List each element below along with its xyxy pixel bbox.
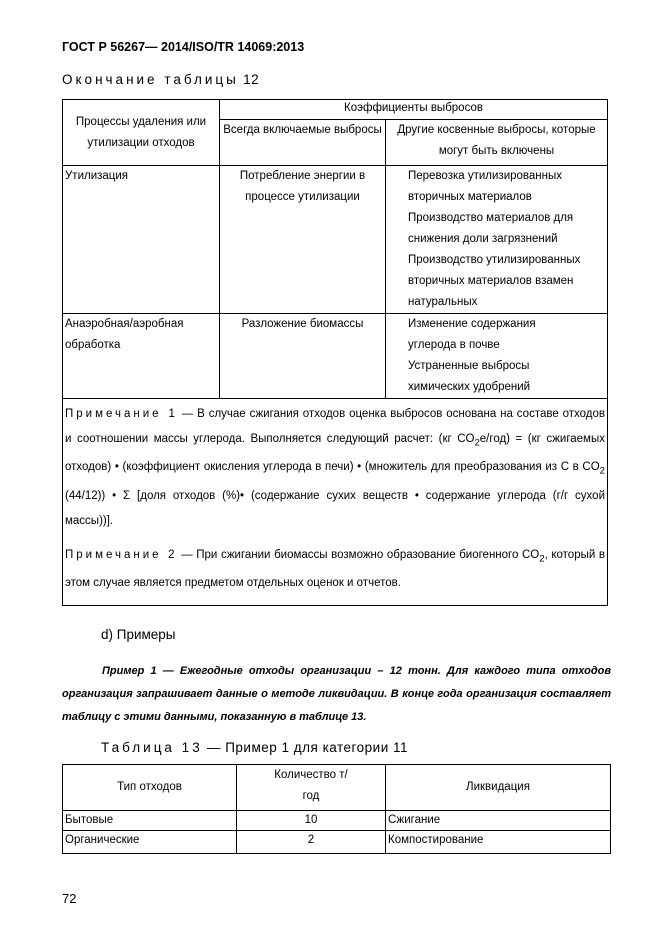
cell-other	[386, 314, 608, 399]
header-disposal: Ликвидация	[386, 765, 611, 811]
table13-caption	[101, 740, 408, 755]
subscript: 2	[474, 437, 480, 449]
cell-type: Органические	[63, 831, 237, 854]
table-row	[63, 831, 611, 854]
note-1	[65, 402, 605, 534]
subscript: 2	[599, 465, 605, 477]
caption-word: Окончание таблицы	[62, 72, 239, 87]
note-text: — При сжигании биомассы возможно образование биогенного CO	[177, 548, 540, 561]
document-header: ГОСТ Р 56267— 2014/ISO/TR 14069:2013	[62, 40, 305, 54]
note-text: , который в этом случае является предметом отдельных оценок и отчетов.	[65, 548, 605, 589]
notes-cell	[63, 399, 608, 606]
other-item: Перевозка утилизированных вторичных материалов	[408, 170, 563, 203]
note-2	[65, 543, 605, 596]
cell-type: Бытовые	[63, 811, 237, 831]
cell-other	[386, 166, 608, 314]
caption-word: Таблица 13	[101, 740, 203, 755]
note-label: Примечание 1	[65, 408, 178, 420]
cell-quantity: 10	[237, 811, 386, 831]
cell-always: Потребление энергии в процессе утилизации	[220, 166, 386, 314]
caption-rest: — Пример 1 для категории 11	[202, 740, 409, 755]
table-row	[63, 166, 608, 314]
table12-caption	[62, 72, 259, 87]
cell-process: Утилизация	[63, 166, 220, 314]
table-row	[63, 314, 608, 399]
table-13	[62, 764, 611, 854]
header-waste-type: Тип отходов	[63, 765, 237, 811]
cell-process: Анаэробная/аэробная обработка	[63, 314, 220, 399]
header-emission-factors: Коэффициенты выбросов	[220, 100, 608, 120]
cell-disposal: Компостирование	[386, 831, 611, 854]
caption-number: 12	[243, 72, 260, 87]
table-12	[62, 99, 608, 606]
note-text: — В случае сжигания отходов оценка выбросов основана на составе отходов и соотношении массы углерода. Выполняется следующий расчет: (кг CO	[65, 408, 606, 445]
other-item: Производство утилизированных вторичных материалов взамен натуральных	[408, 254, 581, 308]
table-row	[63, 811, 611, 831]
header-quantity: Количество т/год	[237, 765, 386, 811]
note-text: e/год) = (кг сжигаемых отходов) • (коэффициент окисления углерода в печи) • (множитель для преобразования из С в CO	[65, 433, 605, 474]
header-always-included: Всегда включаемые выбросы	[220, 120, 386, 166]
subscript: 2	[539, 552, 545, 564]
cell-always: Разложение биомассы	[220, 314, 386, 399]
other-item: Производство материалов для снижения доли загрязнений	[408, 212, 574, 245]
other-item: Изменение содержания углерода в почве	[408, 318, 536, 351]
header-processes: Процессы удаления или утилизации отходов	[63, 100, 220, 166]
section-heading: d) Примеры	[101, 627, 176, 642]
example-paragraph: Пример 1 — Ежегодные отходы организации – 12 тонн. Для каждого типа отходов организация запрашивает данные о методе ликвидации. В конце года организация составляет таблицу с этими данными, показанную в таблице 13.	[62, 665, 611, 723]
page-number: 72	[62, 891, 77, 906]
header-other-indirect: Другие косвенные выбросы, которые могут быть включены	[386, 120, 608, 166]
note-label: Примечание 2	[65, 548, 178, 561]
note-text: (44/12)) • Σ [доля отходов (%)• (содержание сухих веществ • содержание углерода (г/г сухой массы))].	[65, 489, 605, 527]
cell-quantity: 2	[237, 831, 386, 854]
other-item: Устраненные выбросы химических удобрений	[408, 360, 531, 393]
cell-disposal: Сжигание	[386, 811, 611, 831]
